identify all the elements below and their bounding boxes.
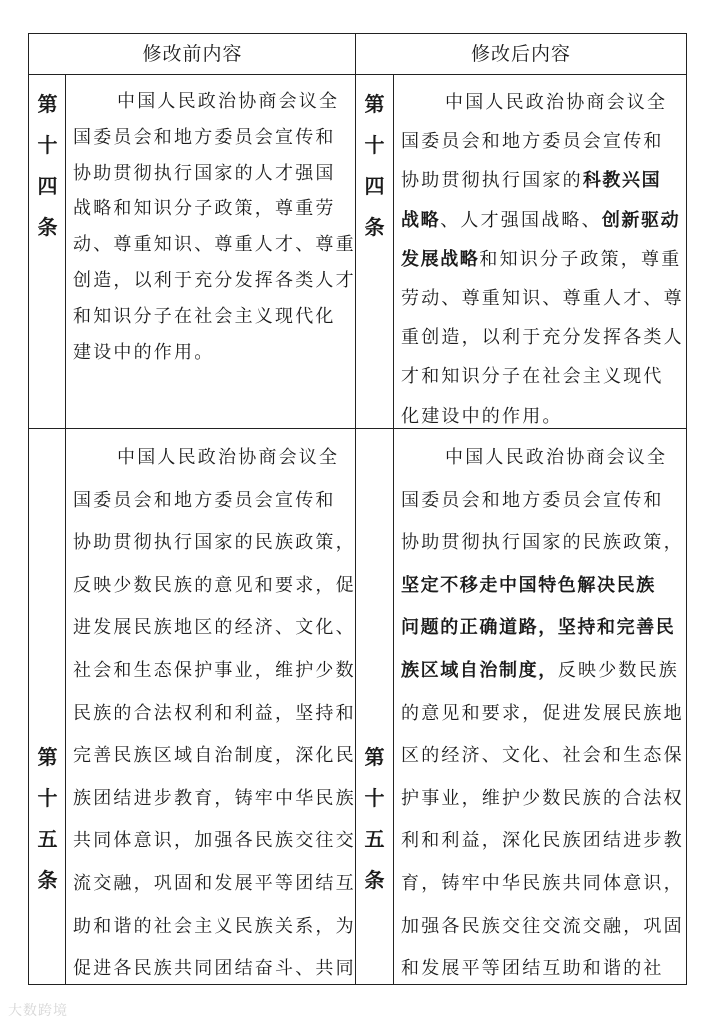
label-char: 十: [37, 786, 58, 810]
text-line: [401, 948, 684, 991]
label-char: 第: [364, 92, 385, 116]
text-segment: 共同体意识，加强各民族交往交: [73, 830, 356, 852]
text-segment: 和知识分子政策，尊重: [479, 248, 682, 270]
text-line: [73, 607, 356, 650]
text-line: [73, 906, 356, 949]
text-segment: 促进各民族共同团结奋斗、共同: [73, 958, 356, 980]
text-segment: 护事业，维护少数民族的合法权: [401, 787, 684, 809]
text-segment: 中国人民政治协商会议全: [445, 447, 668, 468]
watermark-logo: 大数跨境: [8, 1003, 68, 1019]
text-line: [401, 863, 684, 906]
text-segment: 协助贯彻执行国家的民族政策，: [401, 532, 684, 554]
text-segment: 才和知识分子在社会主义现代: [401, 366, 664, 388]
text-segment: 国委员会和地方委员会宣传和: [401, 489, 664, 511]
amended-text: 创新驱动: [601, 209, 681, 231]
text-segment: 的意见和要求，促进发展民族地: [401, 702, 684, 724]
label-char: 四: [37, 174, 58, 198]
header-after: 修改后内容: [356, 34, 686, 75]
text-line: [73, 299, 356, 335]
label-char: 条: [37, 215, 58, 239]
text-segment: 加强各民族交往交流交融，巩固: [401, 915, 684, 937]
text-segment: 民族的合法权利和利益，坚持和: [73, 702, 356, 724]
text-line: [73, 120, 356, 156]
text-segment: 反映少数民族的意见和要求，促: [73, 574, 356, 596]
text-line: [401, 122, 684, 161]
article-15-after-text: [401, 437, 684, 991]
article-14-after-text: [401, 83, 684, 436]
text-segment: 族团结进步教育，铸牢中华民族: [73, 787, 356, 809]
article-label-14-before: [29, 84, 66, 248]
amended-text: 问题的正确道路，坚持和完善民: [401, 617, 676, 639]
text-line: [401, 397, 684, 436]
text-line: [73, 948, 356, 991]
text-segment: 国委员会和地方委员会宣传和: [73, 489, 336, 511]
amended-text: 族区域自治制度，: [401, 659, 558, 681]
text-segment: 协助贯彻执行国家的民族政策，: [73, 532, 356, 554]
text-line: [73, 84, 356, 120]
text-line: [73, 227, 356, 263]
text-segment: 劳动、尊重知识、尊重人才、尊: [401, 288, 684, 310]
label-char: 第: [364, 745, 385, 769]
text-segment: 协助贯彻执行国家的: [401, 170, 583, 192]
text-line: [401, 201, 684, 240]
text-line: [73, 778, 356, 821]
label-char: 十: [37, 133, 58, 157]
article-15-before-text: [73, 437, 356, 991]
text-line: [73, 735, 356, 778]
text-line: [401, 240, 684, 279]
text-segment: 育，铸牢中华民族共同体意识，: [401, 872, 684, 894]
text-line: [73, 863, 356, 906]
text-line: [73, 693, 356, 736]
text-segment: 助和谐的社会主义民族关系，为: [73, 915, 356, 937]
article-label-15-after: [356, 737, 393, 901]
text-segment: 中国人民政治协商会议全: [117, 91, 340, 112]
text-line: [73, 191, 356, 227]
text-line: [401, 820, 684, 863]
label-char: 条: [37, 868, 58, 892]
text-segment: 和知识分子在社会主义现代化: [73, 305, 336, 327]
text-line: [73, 820, 356, 863]
text-segment: 创造，以利于充分发挥各类人才: [73, 269, 356, 291]
text-segment: 利和利益，深化民族团结进步教: [401, 830, 684, 852]
amended-text: 发展战略: [401, 248, 480, 270]
label-char: 五: [364, 827, 385, 851]
text-line: [73, 335, 356, 371]
text-line: [401, 318, 684, 357]
text-line: [401, 279, 684, 318]
amended-text: 战略: [401, 209, 441, 231]
text-segment: 、人才强国战略、: [440, 209, 602, 231]
text-segment: 动、尊重知识、尊重人才、尊重: [73, 234, 356, 256]
label-char: 四: [364, 174, 385, 198]
text-line: [73, 437, 356, 480]
text-segment: 流交融，巩固和发展平等团结互: [73, 872, 356, 894]
text-segment: 中国人民政治协商会议全: [117, 447, 340, 468]
text-segment: 中国人民政治协商会议全: [445, 92, 668, 113]
text-line: [401, 437, 684, 480]
text-line: [401, 480, 684, 523]
label-char: 五: [37, 827, 58, 851]
text-segment: 协助贯彻执行国家的人才强国: [73, 162, 336, 184]
text-segment: 和发展平等团结互助和谐的社: [401, 958, 664, 980]
text-segment: 区的经济、文化、社会和生态保: [401, 745, 684, 767]
text-segment: 化建设中的作用。: [401, 405, 563, 427]
text-line: [401, 906, 684, 949]
text-segment: 进发展民族地区的经济、文化、: [73, 617, 356, 639]
text-segment: 国委员会和地方委员会宣传和: [73, 126, 336, 148]
label-char: 第: [37, 92, 58, 116]
amended-text: 科教兴国: [582, 170, 662, 192]
comparison-table: [28, 33, 687, 985]
text-line: [401, 607, 684, 650]
article-label-15-before: [29, 737, 66, 901]
text-line: [73, 565, 356, 608]
label-char: 第: [37, 745, 58, 769]
text-line: [73, 522, 356, 565]
text-line: [401, 83, 684, 122]
text-line: [73, 156, 356, 192]
label-char: 条: [364, 868, 385, 892]
label-char: 条: [364, 215, 385, 239]
label-char: 十: [364, 786, 385, 810]
label-char: 十: [364, 133, 385, 157]
text-line: [401, 650, 684, 693]
text-segment: 建设中的作用。: [73, 341, 215, 363]
text-line: [401, 565, 684, 608]
text-line: [401, 778, 684, 821]
text-line: [401, 357, 684, 396]
text-line: [73, 480, 356, 523]
header-before: 修改前内容: [29, 34, 356, 75]
text-segment: 反映少数民族: [557, 659, 680, 681]
article-14-before-text: [73, 84, 356, 370]
text-line: [73, 263, 356, 299]
divider: [393, 75, 394, 984]
amended-text: 坚定不移走中国特色解决民族: [401, 574, 656, 596]
text-segment: 社会和生态保护事业，维护少数: [73, 659, 356, 681]
text-line: [401, 693, 684, 736]
text-segment: 重创造，以利于充分发挥各类人: [401, 327, 684, 349]
text-segment: 国委员会和地方委员会宣传和: [401, 131, 664, 153]
text-line: [401, 161, 684, 200]
article-label-14-after: [356, 84, 393, 248]
text-line: [73, 650, 356, 693]
text-segment: 战略和知识分子政策，尊重劳: [73, 198, 336, 220]
text-line: [401, 735, 684, 778]
text-line: [401, 522, 684, 565]
text-segment: 完善民族区域自治制度，深化民: [73, 745, 356, 767]
